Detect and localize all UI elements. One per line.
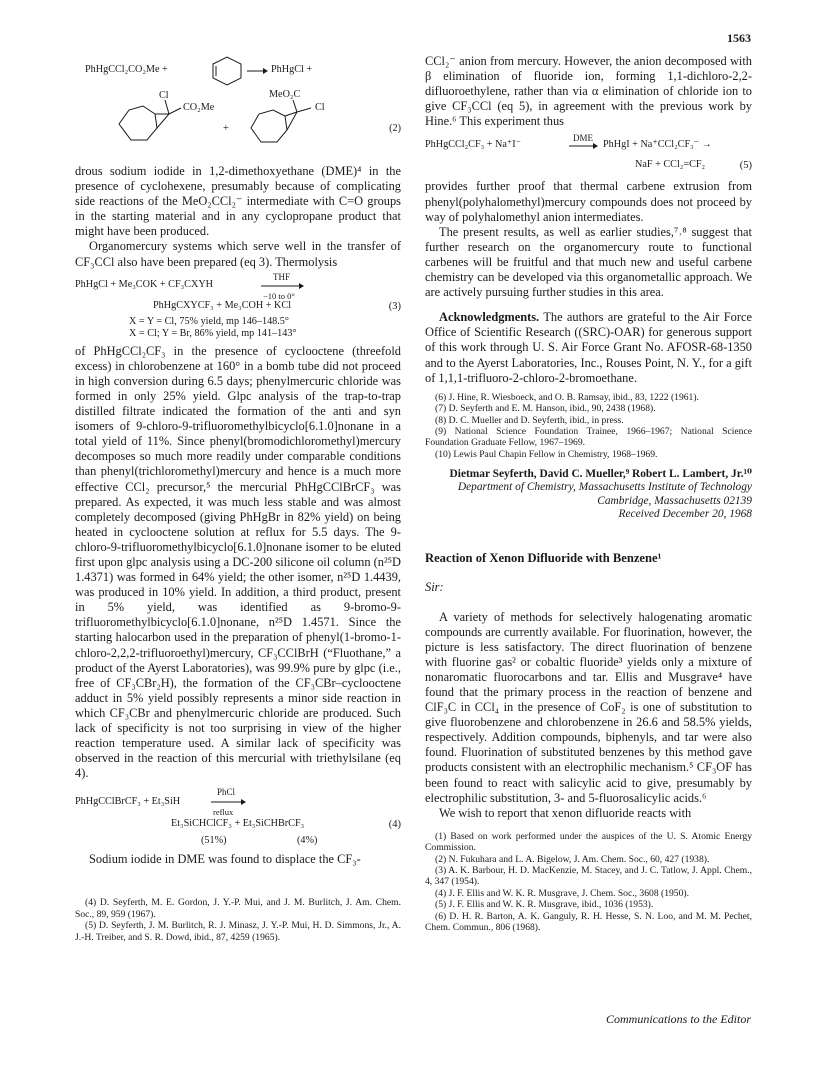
eq3-note-2: X = Cl; Y = Br, 86% yield, mp 141–143° xyxy=(129,327,297,339)
left-para-2: Organomercury systems which serve well in the transfer of CF₃CCl also have been prepared (eq 3). Thermolysis xyxy=(75,239,401,269)
right-para-3: The present results, as well as earlier studies,⁷˒⁸ suggest that further research on the organomercury route to functional carbenes will be fruitful and that much new and useful carbene chemistry can be developed via this organometallic approach. We are actively pursuing further studies in this area. xyxy=(425,224,752,300)
affiliation-2: Cambridge, Massachusetts 02139 xyxy=(597,494,752,507)
ack-text: The authors are grateful to the Air Force Office of Scientific Research ((SRC)-OAR) for generous support of this work through U. S. Air Force Grant No. AFOSR-68-1350 and to the Ayerst Laboratories, Inc., Rouses Point, N. Y., for a gift of 1,1,1-trifluoro-2-chloro-2-bromoethane. xyxy=(425,310,752,385)
eq4-yield-1: (51%) xyxy=(201,835,227,847)
footer-journal-section: Communications to the Editor xyxy=(606,1012,751,1026)
left-column xyxy=(75,54,401,943)
eq5-arrow xyxy=(569,142,599,150)
eq2-product: PhHgCl + xyxy=(271,64,313,75)
eq3-note-1: X = Y = Cl, 75% yield, mp 146–148.5° xyxy=(129,315,289,327)
eq3-right: PhHgCXYCF₃ + Me₃COH + KCl xyxy=(153,299,292,311)
left-ref-4: (4) D. Seyferth, M. E. Gordon, J. Y.-P. Mui, and J. M. Burlitch, J. Am. Chem. Soc., 89, 959 (1967). xyxy=(75,897,401,920)
left-para-1: drous sodium iodide in 1,2-dimethoxyethane (DME)⁴ in the presence of cyclohexene, presumably because of complicating side reactions of the MeO₂CCl₂⁻ intermediate with C=O groups in the starting material and in any cyclopropane product that might have been produced. xyxy=(75,164,401,239)
page-number: 1563 xyxy=(727,31,751,45)
eq5-condition: DME xyxy=(573,133,593,144)
eq3-number: (3) xyxy=(388,300,401,312)
right-ref-6: (6) J. Hine, R. Wiesboeck, and O. B. Ramsay, ibid., 83, 1222 (1961). xyxy=(435,391,699,403)
eq2-reactant: PhHgCCl₂CO₂Me + xyxy=(85,64,168,75)
right-ref-9: (9) National Science Foundation Trainee, 1966–1967; National Science Foundation Graduate Fellow, 1967–1969. xyxy=(425,425,752,449)
eq2-number: (2) xyxy=(389,123,401,134)
authors: Dietmar Seyferth, David C. Mueller,⁹ Robert L. Lambert, Jr.¹⁰ xyxy=(449,468,752,481)
eq2-label-cl-right: Cl xyxy=(315,102,325,113)
eq5-number: (5) xyxy=(739,160,752,172)
eq2-label-cl-left: Cl xyxy=(159,90,169,101)
affiliation-1: Department of Chemistry, Massachusetts Institute of Technology xyxy=(457,481,752,494)
right-ref-8: (8) D. C. Mueller and D. Seyferth, ibid., in press. xyxy=(435,414,624,426)
salutation: Sir: xyxy=(425,580,444,595)
left-para-3: of PhHgCCl₂CF₃ in the presence of cyclooctene (threefold excess) in chlorobenzene at 160° in a bomb tube did not proceed in high conversion during 6.5 days; phenylmercuric chloride was formed in only 25% yield. Glpc analysis of the trap-to-trap distilled filtrate indicated the formation of the anti and syn isomers of 9-chloro-9-trifluoromethylbicyclo[6.1.0]nonane in a total yield of 11%. Since phenyl(bromodichloromethyl)mercury decomposes so much more readily under comparable conditions than phenyl(trichloromethyl)mercury and hence is a much more effective CCl₂ precursor,⁵ the mercurial PhHgCClBrCF₃ was prepared. As expected, it was much less stable and was almost completely decomposed (giving PhHgBr in 82% yield) on being heated in cyclooctene solution at reflux for 5.5 days. The 9-chloro-9-trifluoromethylbicyclo[6.1.0]nonane isomer to be eluted first upon glpc analysis using a DC-200 silicone oil column (n²⁵D 1.4371) was formed in 64% yield; the other isomer, n²⁵D 1.4439, was produced in 10% yield. In addition, a third product, present in 5% yield, was identified as 9-bromo-9-trifluoromethylbicyclo[6.1.0]nonane, n²⁵D 1.4571. Since the starting halocarbon used in the preparation of phenyl(1-bromo-1-chloro-2,2,2-trifluoroethyl)mercury, CF₃CClBrH (“Fluothane,” a product of the Ayerst Laboratories), was 99.9% pure by glpc (i.e., free of CF₃CBr₂H), the formation of the CF₃CBr–cyclooctene adduct in 5% yield possibly represents a minor side reaction in which CF₃CBr and phenylmercuric chloride are produced. Such lack of specificity is not too surprising in view of the higher reaction temperature used. A similar lack of specificity was observed in the reaction of this mercurial with triethylsilane (eq 4). xyxy=(75,343,401,781)
article-title: Reaction of Xenon Difluoride with Benzene¹ xyxy=(425,551,662,566)
right-ref-7: (7) D. Seyferth and E. M. Hanson, ibid., 90, 2438 (1968). xyxy=(435,403,656,415)
equation-3 xyxy=(75,272,401,340)
right-column xyxy=(425,54,752,934)
eq5-left: PhHgCCl₂CF₃ + Na⁺I⁻ xyxy=(425,139,522,151)
right-ref-10: (10) Lewis Paul Chapin Fellow in Chemistry, 1968–1969. xyxy=(435,448,658,460)
eq4-number: (4) xyxy=(388,819,401,831)
right-ref2-3: (3) A. K. Barbour, H. D. MacKenzie, M. Stacey, and J. C. Tatlow, J. Appl. Chem., 4, 347 (1954). xyxy=(425,865,752,888)
eq5-right: PhHgI + Na⁺CCl₂CF₃⁻ → xyxy=(603,139,712,151)
right-para-4: A variety of methods for selectively halogenating aromatic compounds are currently available. For fluorination, however, the picture is less satisfactory. The direct fluorination of benzene with fluorine gas² or cobaltic fluoride³ yields only a mixture of nonaromatic fluorocarbons and tar. Ellis and Musgrave⁴ have found that the primary process in the reaction of benzene and ClF₃C in CCl₄ in the presence of CoF₂ is one of substitution to give fluorobenzene and chlorobenzene in 26.6 and 58.5% yields, respectively. Addition compounds, biphenyls, and tar were also found. Fluorination of substituted benzenes by this method gave products consistent with an electrophilic mechanism.⁵ CF₃OF has been found to react with salicylic acid to give, presumably by electrophilic substitution, 3- and 5-fluorosalicylic acids.⁶ xyxy=(425,609,752,805)
right-para-1: CCl₂⁻ anion from mercury. However, the anion decomposed with β elimination of fluoride ion, forming 1,1-dichloro-2,2-difluoroethylene, rather than via α elimination of chloride ion to give CF₃CCl (eq 5), in agreement with the previous work by Hine.⁶ This experiment thus xyxy=(425,54,752,129)
right-ref2-2: (2) N. Fukuhara and L. A. Bigelow, J. Am. Chem. Soc., 60, 427 (1938). xyxy=(435,853,710,865)
equation-4 xyxy=(75,789,401,849)
eq4-condition-top: PhCl xyxy=(217,787,236,798)
eq4-left: PhHgCClBrCF₃ + Et₃SiH xyxy=(75,796,181,808)
left-para-4: Sodium iodide in DME was found to displace the CF₃- xyxy=(89,852,361,867)
left-ref-5: (5) D. Seyferth, J. M. Burlitch, R. J. Minasz, J. Y.-P. Mui, H. D. Simmons, Jr., A. J.-H. Treiber, and S. R. Dowd, ibid., 87, 4259 (1965). xyxy=(75,920,401,943)
eq4-yield-2: (4%) xyxy=(297,835,318,847)
right-ref2-6: (6) D. H. R. Barton, A. K. Ganguly, R. H. Hesse, S. N. Loo, and M. M. Pechet, Chem. Commun., 806 (1968). xyxy=(425,910,752,934)
right-para-2: provides further proof that thermal carbene extrusion from phenyl(polyhalomethyl)mercury compounds does not proceed by way of polyhalomethyl anion intermediates. xyxy=(425,179,752,224)
eq4-condition-bottom: reflux xyxy=(213,807,234,818)
equation-5 xyxy=(425,135,752,173)
received-date: Received December 20, 1968 xyxy=(618,507,752,520)
right-ref2-4: (4) J. F. Ellis and W. K. R. Musgrave, J. Chem. Soc., 3608 (1950). xyxy=(435,887,689,899)
ack-label: Acknowledgments. xyxy=(439,310,540,325)
right-ref2-5: (5) J. F. Ellis and W. K. R. Musgrave, ibid., 1036 (1953). xyxy=(435,899,654,911)
eq5-line-2: NaF + CCl₂=CF₂ xyxy=(635,159,706,171)
acknowledgments xyxy=(425,310,752,385)
eq3-condition-top: THF xyxy=(273,271,291,282)
eq2-plus: + xyxy=(223,123,229,134)
eq2-label-co2me: CO₂Me xyxy=(183,102,215,113)
eq3-condition-bottom: −10 to 0° xyxy=(263,290,295,301)
equation-2 xyxy=(75,54,401,146)
eq4-right: Et₃SiCHClCF₃ + Et₃SiCHBrCF₃ xyxy=(171,818,305,830)
right-ref2-1: (1) Based on work performed under the auspices of the U. S. Atomic Energy Commission. xyxy=(425,830,752,854)
eq3-left: PhHgCl + Me₃COK + CF₃CXYH xyxy=(75,278,214,290)
right-para-5: We wish to report that xenon difluoride reacts with xyxy=(439,805,692,820)
eq2-label-meo2c: MeO₂C xyxy=(269,89,301,100)
